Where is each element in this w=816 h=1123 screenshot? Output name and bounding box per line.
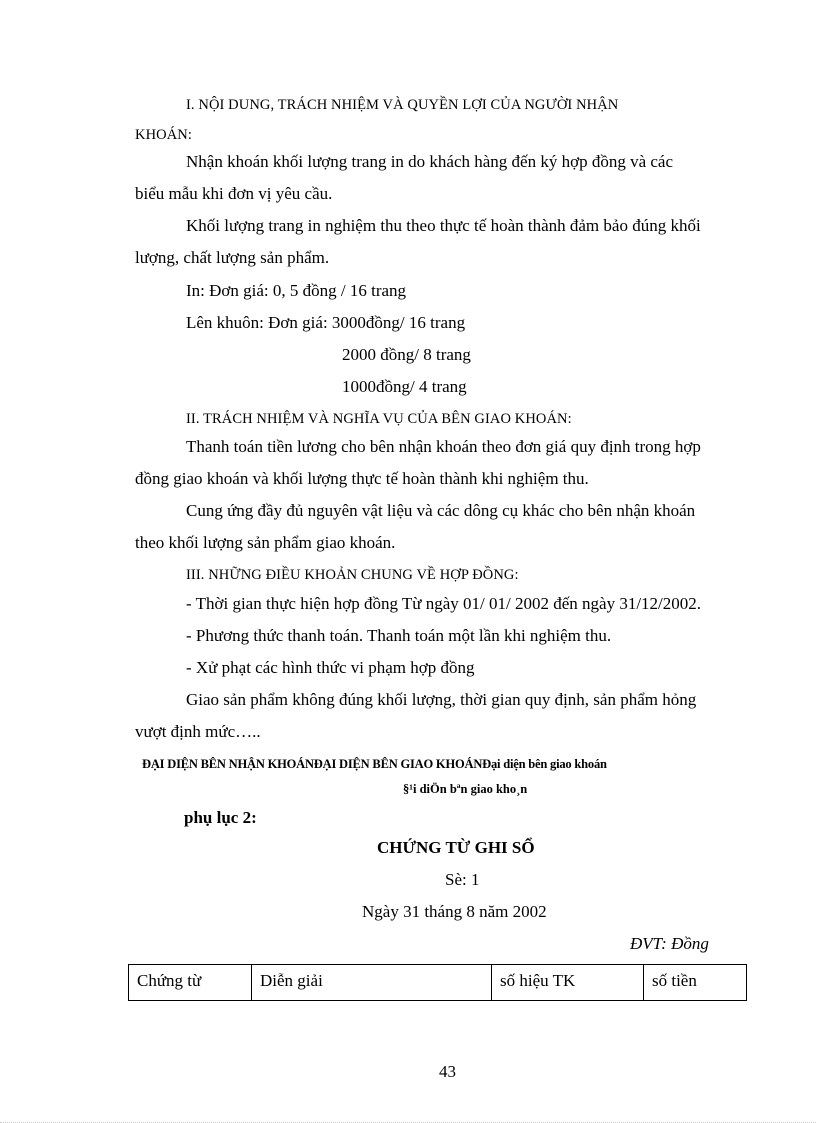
paragraph-line: theo khối lượng sản phẩm giao khoán. (135, 533, 396, 552)
paragraph-line: Khối lượng trang in nghiệm thu theo thực tế hoàn thành đảm bảo đúng khối (186, 216, 701, 235)
appendix-label: phụ lục 2: (184, 808, 257, 827)
paragraph-line: Cung ứng đầy đủ nguyên vật liệu và các dông cụ khác cho bên nhận khoán (186, 501, 696, 520)
paragraph-line: Thanh toán tiền lương cho bên nhận khoán theo đơn giá quy định trong hợp (186, 437, 701, 456)
price-in: In: Đơn giá: 0, 5 đồng / 16 trang (186, 281, 407, 300)
table-header-row (129, 965, 747, 1001)
list-item: - Xử phạt các hình thức vi phạm hợp đồng (186, 658, 475, 677)
list-item: - Phương thức thanh toán. Thanh toán một lần khi nghiệm thu. (186, 626, 612, 645)
table-header-cell: Chứng từ (129, 965, 252, 1001)
section1-heading-cont: KHOÁN: (135, 127, 192, 143)
section1-heading: I. NỘI DUNG, TRÁCH NHIỆM VÀ QUYỀN LỢI CỦA NGƯỜI NHẬN (186, 97, 619, 113)
document-date: Ngày 31 tháng 8 năm 2002 (362, 902, 547, 921)
price-4-pages: 1000đồng/ 4 trang (342, 377, 467, 396)
signature-line-encoded: §¹i diÖn bªn giao kho¸n (403, 782, 528, 796)
document-title: CHỨNG TỪ GHI SỔ (377, 838, 535, 857)
paragraph-line: Nhận khoán khối lượng trang in do khách hàng đến ký hợp đồng và các (186, 152, 674, 171)
table-header-cell: Diễn giải (252, 965, 492, 1001)
paragraph-line: vượt định mức….. (135, 722, 261, 741)
paragraph-line: lượng, chất lượng sản phẩm. (135, 248, 330, 267)
list-item: - Thời gian thực hiện hợp đồng Từ ngày 01/ 01/ 2002 đến ngày 31/12/2002. (186, 594, 702, 613)
table-header-cell: số tiền (644, 965, 747, 1001)
paragraph-line: đồng giao khoán và khối lượng thực tế hoàn thành khi nghiệm thu. (135, 469, 589, 488)
page-number: 43 (439, 1062, 456, 1081)
section3-heading: III. NHỮNG ĐIỀU KHOẢN CHUNG VỀ HỢP ĐỒNG: (186, 567, 519, 583)
section2-heading: II. TRÁCH NHIỆM VÀ NGHĨA VỤ CỦA BÊN GIAO KHOÁN: (186, 411, 572, 427)
price-len-khuon: Lên khuôn: Đơn giá: 3000đồng/ 16 trang (186, 313, 466, 332)
price-8-pages: 2000 đồng/ 8 trang (342, 345, 471, 364)
ledger-table (128, 964, 747, 1001)
currency-unit: ĐVT: Đồng (630, 934, 709, 953)
table-header-cell: số hiệu TK (492, 965, 644, 1001)
document-number: Sè: 1 (445, 870, 480, 889)
paragraph-line: biểu mẫu khi đơn vị yêu cầu. (135, 184, 333, 203)
paragraph-line: Giao sản phẩm không đúng khối lượng, thời gian quy định, sản phẩm hỏng (186, 690, 697, 709)
signature-line: ĐẠI DIỆN BÊN NHẬN KHOÁNĐẠI DIỆN BÊN GIAO KHOÁNĐại diện bên giao khoán (142, 757, 607, 771)
